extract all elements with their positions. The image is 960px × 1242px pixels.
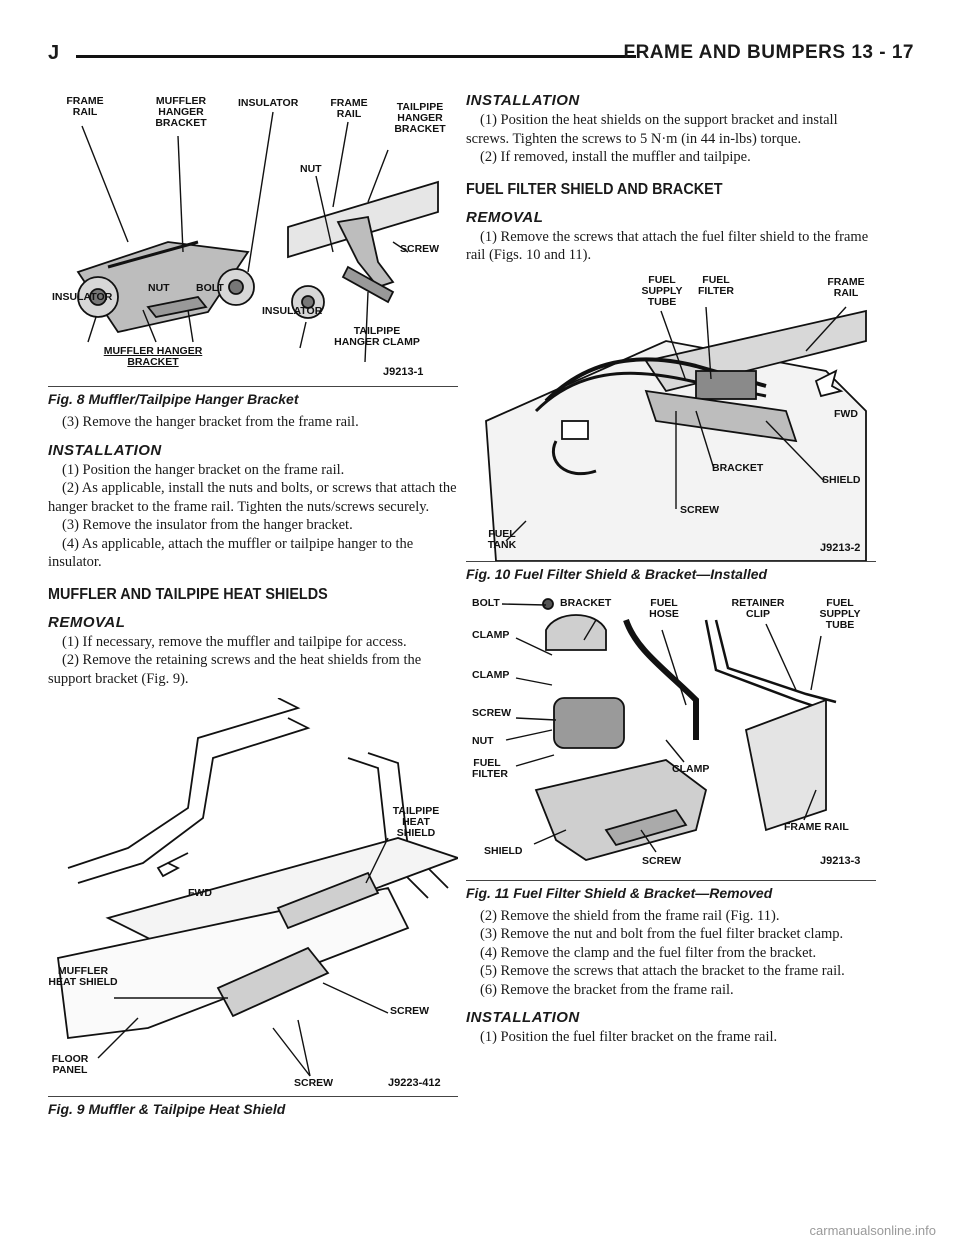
removal-step: (3) Remove the nut and bolt from the fuel filter bracket clamp.	[480, 926, 844, 942]
subheading-removal: REMOVAL	[466, 208, 544, 226]
fig11-label: SCREW	[642, 854, 682, 867]
install-step: (4) As applicable, attach the muffler or tailpipe hanger to the insulator.	[48, 535, 414, 570]
removal-step: (2) Remove the retaining screws and the heat shields from the support bracket (Fig. 9).	[48, 652, 422, 687]
fig10-label: BRACKET	[712, 461, 764, 474]
removal-step: (4) Remove the clamp and the fuel filter from the bracket.	[480, 944, 817, 961]
fig11-label: CLAMP	[472, 628, 510, 641]
header-letter: J	[48, 42, 60, 64]
fig11-label: BOLT	[472, 596, 500, 609]
fig8-label: FRAME RAIL	[330, 97, 368, 120]
figure-11	[466, 590, 876, 881]
fig11-label: CLAMP	[472, 668, 510, 681]
fig8-label: TAILPIPE HANGER BRACKET	[394, 101, 446, 135]
install-step: (2) As applicable, install the nuts and bolts, or screws that attach the hanger bracket to the frame rail. Tighten the nuts/screws securely.	[48, 480, 457, 515]
fig11-label: FUEL FILTER	[472, 756, 508, 780]
fig9-label: FLOOR PANEL	[51, 1053, 89, 1076]
fig9-label: TAILPIPE HEAT SHIELD	[392, 805, 440, 839]
page-header	[48, 38, 914, 70]
fig11-code: J9213-3	[820, 854, 861, 867]
fig8-label: NUT	[300, 163, 322, 175]
fig10-code: J9213-2	[820, 541, 861, 554]
removal-step: (2) Remove the shield from the frame rail (Fig. 11).	[480, 907, 780, 924]
fig9-label: FWD	[188, 887, 212, 899]
fig10-label: FUEL SUPPLY TUBE	[641, 273, 683, 308]
figure-11-illustration	[466, 590, 876, 880]
figure-9	[48, 698, 458, 1097]
subheading-installation: INSTALLATION	[466, 92, 580, 109]
install-step: (1) Position the hanger bracket on the frame rail.	[62, 461, 345, 478]
figure-9-illustration	[48, 698, 458, 1096]
fig8-label: TAILPIPE HANGER CLAMP	[334, 325, 420, 348]
fig10-label: SCREW	[680, 503, 720, 516]
fig8-label: SCREW	[400, 243, 440, 255]
fig11-label: CLAMP	[672, 762, 710, 775]
fig8-caption: Fig. 8 Muffler/Tailpipe Hanger Bracket	[48, 391, 299, 407]
removal-step: (1) Remove the screws that attach the fuel filter shield to the frame rail (Figs. 10 and 11).	[466, 228, 869, 263]
fig9-code: J9223-412	[388, 1077, 441, 1089]
removal-step: (6) Remove the bracket from the frame rail.	[480, 981, 734, 998]
fig10-label: FWD	[834, 407, 858, 420]
subheading-installation: INSTALLATION	[48, 441, 162, 459]
fig8-label: NUT	[148, 282, 170, 294]
fig8-label: FRAME RAIL	[66, 95, 104, 118]
fig11-label: RETAINER CLIP	[731, 596, 785, 620]
fig10-label: FRAME RAIL	[827, 275, 865, 299]
removal-step: (5) Remove the screws that attach the bracket to the frame rail.	[480, 963, 845, 979]
fig8-label: MUFFLER HANGER BRACKET	[155, 95, 207, 129]
left-column	[48, 92, 458, 1123]
removal-step: (1) If necessary, remove the muffler and tailpipe for access.	[62, 633, 407, 650]
subheading-installation: INSTALLATION	[466, 1009, 580, 1026]
fig11-label: BRACKET	[560, 596, 612, 609]
fig9-caption: Fig. 9 Muffler & Tailpipe Heat Shield	[48, 1101, 286, 1117]
fig11-label: FUEL HOSE	[649, 596, 679, 620]
fig8-code: J9213-1	[383, 366, 424, 378]
fig11-label: FUEL SUPPLY TUBE	[819, 596, 861, 631]
fig11-label: NUT	[472, 734, 494, 747]
fig9-label: SCREW	[294, 1077, 334, 1089]
install-step: (1) Position the fuel filter bracket on the frame rail.	[480, 1029, 778, 1045]
fig11-label: SCREW	[472, 706, 512, 719]
figure-8	[48, 92, 458, 387]
fig11-caption: Fig. 11 Fuel Filter Shield & Bracket—Removed	[466, 884, 773, 901]
subheading-removal: REMOVAL	[48, 613, 126, 631]
fig11-label: SHIELD	[484, 844, 523, 857]
fig8-label: INSULATOR	[238, 97, 299, 109]
fig8-label: INSULATOR	[52, 291, 113, 303]
install-step: (2) If removed, install the muffler and tailpipe.	[480, 149, 751, 165]
figure-10-illustration	[466, 271, 876, 561]
figure-10	[466, 271, 876, 562]
header-rule	[76, 55, 636, 58]
fig10-label: FUEL FILTER	[698, 273, 734, 297]
section-heading-heat-shields: MUFFLER AND TAILPIPE HEAT SHIELDS	[48, 585, 328, 603]
install-step: (1) Position the heat shields on the support bracket and install screws. Tighten the screws to 5 N·m (in 44 in-lbs) torque.	[466, 112, 838, 147]
fig10-caption: Fig. 10 Fuel Filter Shield & Bracket—Installed	[466, 565, 768, 582]
fig8-label: INSULATOR	[262, 305, 323, 317]
fig9-label: SCREW	[390, 1005, 430, 1017]
fig8-label: BOLT	[196, 282, 224, 294]
fig11-label: FRAME RAIL	[784, 820, 849, 833]
paragraph: (3) Remove the hanger bracket from the frame rail.	[62, 414, 359, 430]
fig9-label: MUFFLER HEAT SHIELD	[48, 965, 118, 988]
fig10-label: SHIELD	[822, 473, 861, 486]
fig10-label: FUEL TANK	[487, 527, 517, 551]
install-step: (3) Remove the insulator from the hanger bracket.	[62, 517, 353, 533]
section-heading-fuel-filter: FUEL FILTER SHIELD AND BRACKET	[466, 180, 723, 198]
right-column	[466, 92, 876, 1047]
header-section: FRAME AND BUMPERS 13 - 17	[623, 42, 914, 63]
watermark: carmanualsonline.info	[809, 1223, 936, 1238]
fig8-label: MUFFLER HANGER BRACKET	[103, 345, 203, 368]
